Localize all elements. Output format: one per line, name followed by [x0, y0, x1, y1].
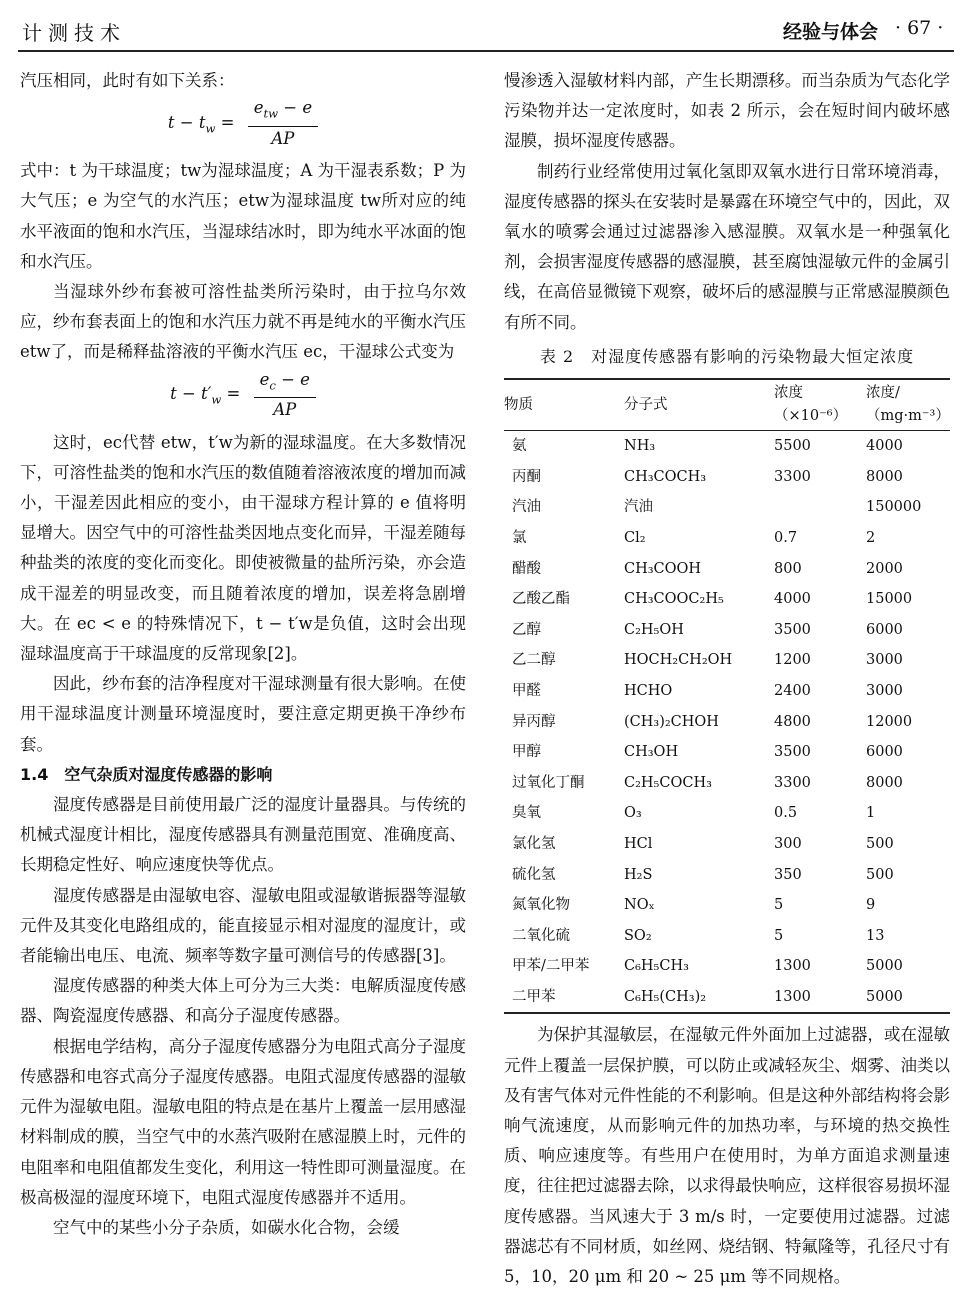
paragraph: 因此，纱布套的洁净程度对干湿球测量有很大影响。在使用干湿球温度计测量环境湿度时，要注意定期更换干净纱布套。 — [20, 674, 466, 754]
paragraph: 为保护其湿敏层，在湿敏元件外面加上过滤器，或在湿敏元件上覆盖一层保护膜，可以防止或减轻灰尘、烟雾、油类以及有害气体对元件性能的不利影响。但是这种外部结构将会影响气流速度，从而影响元件的加热功率，与环境的热交换性质、响应速度等。有些用户在使用时，为单方面追求测量速度，往往把过滤器去除，以求得最快响应，这样很容易损坏湿度传感器。当风速大于 3 m/s 时，一定要使用过滤器。过滤器滤芯有不同材质，如丝网、烧结钢、特氟隆等，孔径尺寸有 5，10，20 μm 和 20 ~ 25 μm 等不同规格。 — [504, 1025, 950, 1286]
cell-mgm3: 8000 — [866, 468, 903, 485]
cell-substance: 二氧化硫 — [512, 927, 570, 944]
cell-mgm3: 1 — [866, 805, 876, 822]
table-row — [504, 431, 950, 462]
cell-ppm: 0.7 — [774, 530, 798, 546]
table-row — [504, 798, 950, 829]
cell-mgm3: 3000 — [866, 682, 903, 699]
cell-mgm3: 5000 — [866, 988, 903, 1005]
cell-ppm — [774, 492, 866, 523]
cell-formula: 汽油 — [624, 499, 653, 516]
table-row — [504, 645, 950, 676]
cell-mgm3: 5000 — [866, 958, 903, 975]
cell-formula: HCHO — [624, 682, 673, 699]
cell-substance: 氯化氢 — [512, 835, 556, 852]
cell-ppm: 5 — [774, 897, 784, 914]
table-row — [504, 737, 950, 768]
cell-ppm: 1200 — [774, 652, 811, 669]
page-number: · 67 · — [895, 17, 944, 39]
cell-ppm: 4000 — [774, 591, 811, 608]
paragraph: 这时，ec代替 etw，t′w为新的湿球温度。在大多数情况下，可溶性盐类的饱和水汽压的数值随着溶液浓度的增加而减小，干湿差因此相应的变小，由干湿球方程计算的 e 值将明显增大。因空气中的可溶性盐类因地点变化而异，干湿差随每种盐类的浓度的变化而变化。即使被微量的盐所污染，亦会造成干湿差的明显改变，而且随着浓度的增加，误差将急剧增大。在 ec < e 的特殊情况下，t − t′w是负值，这时会出现湿球温度高于干球温度的反常现象[2]。 — [20, 432, 466, 664]
cell-substance: 甲醛 — [512, 682, 541, 699]
paragraph: 湿度传感器是由湿敏电容、湿敏电阻或湿敏谐振器等湿敏元件及其变化电路组成的，能直接显示相对湿度的湿度计，或者能输出电压、电流、频率等数字量可测信号的传感器[3]。 — [20, 885, 466, 966]
cell-formula: (CH₃)₂CHOH — [624, 713, 719, 730]
paragraph: 制药行业经常使用过氧化氢即双氧水进行日常环境消毒，湿度传感器的探头在安装时是暴露在环境空气中的，因此，双氧水的喷雾会通过过滤器渗入感湿膜。双氧水是一种强氧化剂，会损害湿度传感器的感湿膜，甚至腐蚀湿敏元件的金属引线，在高倍显微镜下观察，破坏后的感湿膜与正常感湿膜颜色有所不同。 — [504, 161, 950, 332]
cell-substance: 丙酮 — [512, 468, 541, 485]
table-row — [504, 523, 950, 554]
cell-ppm: 3500 — [774, 744, 811, 761]
formula-fraction: $\frac{e_c - e}{AP}$ — [254, 368, 316, 422]
paragraph: 汽压相同，此时有如下关系： — [20, 71, 235, 90]
page-header — [0, 0, 968, 52]
cell-formula: SO₂ — [624, 927, 652, 944]
cell-mgm3: 6000 — [866, 621, 903, 638]
table-header-row — [504, 379, 950, 431]
cell-ppm: 2400 — [774, 682, 811, 699]
table-caption: 表 2 对湿度传感器有影响的污染物最大恒定浓度 — [539, 346, 915, 366]
cell-mgm3: 2 — [866, 530, 876, 546]
cell-formula: CH₃COCH₃ — [624, 468, 707, 485]
table-row — [504, 553, 950, 584]
cell-substance: 异丙醇 — [512, 713, 556, 730]
journal-name: 计测技术 — [22, 21, 126, 45]
header-mgm3: 浓度/ （mg·m⁻³） — [866, 385, 950, 425]
pollutant-table — [504, 378, 950, 1014]
cell-formula: CH₃OH — [624, 744, 679, 761]
cell-substance: 甲苯/二甲苯 — [512, 958, 590, 975]
cell-formula: HOCH₂CH₂OH — [624, 652, 733, 669]
right-column — [504, 66, 950, 1292]
cell-formula: NOₓ — [624, 897, 655, 914]
cell-ppm: 3500 — [774, 621, 811, 638]
cell-mgm3: 8000 — [866, 774, 903, 791]
table-row — [504, 982, 950, 1014]
cell-formula: C₂H₅COCH₃ — [624, 774, 712, 791]
cell-substance: 乙醇 — [512, 621, 541, 638]
cell-substance: 氮氧化物 — [512, 897, 570, 914]
cell-ppm: 5 — [774, 927, 784, 944]
cell-ppm: 350 — [774, 866, 802, 883]
paragraph: 式中：t 为干球温度；tw为湿球温度；A 为干湿表系数；P 为大气压；e 为空气的水汽压；etw为湿球温度 tw所对应的纯水平液面的饱和水汽压，当湿球结冰时，即为纯水平冰面的饱和水汽压。 — [20, 161, 466, 271]
table-row — [504, 706, 950, 737]
header-rule — [18, 50, 954, 52]
cell-formula: C₂H₅OH — [624, 621, 684, 638]
formula-lhs: $t - t'_w$ = — [170, 384, 241, 407]
cell-substance: 甲醇 — [512, 744, 541, 761]
formula-1 — [20, 96, 466, 156]
paragraph: 湿度传感器是目前使用最广泛的湿度计量器具。与传统的机械式湿度计相比，湿度传感器具有测量范围宽、准确度高、长期稳定性好、响应速度快等优点。 — [20, 795, 466, 875]
cell-substance: 氨 — [512, 438, 527, 455]
cell-ppm: 3300 — [774, 774, 811, 791]
cell-ppm: 3300 — [774, 468, 811, 485]
table-row — [504, 768, 950, 799]
header-ppm: 浓度 （×10⁻⁶） — [774, 385, 848, 425]
cell-formula: C₆H₅CH₃ — [624, 958, 689, 975]
cell-ppm: 0.5 — [774, 805, 798, 822]
cell-ppm: 5500 — [774, 438, 811, 455]
formula-lhs: $t - t_w$ = — [167, 112, 235, 136]
cell-ppm: 1300 — [774, 958, 811, 975]
table-body — [504, 431, 950, 1014]
table-row — [504, 584, 950, 615]
table-row — [504, 676, 950, 707]
cell-mgm3: 3000 — [866, 652, 903, 669]
table-row — [504, 462, 950, 493]
paragraph: 空气中的某些小分子杂质，如碳水化合物，会缓 — [53, 1217, 400, 1237]
cell-mgm3: 6000 — [866, 744, 903, 761]
paragraph: 根据电学结构，高分子湿度传感器分为电阻式高分子湿度传感器和电容式高分子湿度传感器。电阻式湿度传感器的湿敏元件为湿敏电阻。湿敏电阻的特点是在基片上覆盖一层用感湿材料制成的膜，当空气中的水蒸汽吸附在感湿膜上时，元件的电阻率和电阻值都发生变化，利用这一特性即可测量湿度。在极高极湿的湿度环境下，电阻式湿度传感器并不适用。 — [20, 1036, 466, 1207]
table-row — [504, 951, 950, 982]
cell-mgm3: 12000 — [866, 713, 913, 730]
cell-ppm: 4800 — [774, 713, 811, 730]
cell-mgm3: 500 — [866, 835, 894, 852]
cell-substance: 臭氧 — [512, 805, 541, 822]
cell-mgm3: 4000 — [866, 438, 903, 455]
cell-formula: CH₃COOC₂H₅ — [624, 591, 724, 608]
section-name: 经验与体会 — [783, 21, 879, 43]
table-row — [504, 890, 950, 921]
cell-substance: 乙二醇 — [512, 652, 556, 669]
paragraph: 慢渗透入湿敏材料内部，产生长期漂移。而当杂质为气态化学污染物并达一定浓度时，如表 2 所示，会在短时间内破坏感湿膜，损坏湿度传感器。 — [504, 71, 950, 151]
cell-mgm3: 2000 — [866, 560, 903, 577]
cell-ppm: 300 — [774, 835, 802, 852]
cell-substance: 过氧化丁酮 — [512, 774, 585, 791]
cell-formula: C₆H₅(CH₃)₂ — [624, 988, 707, 1005]
cell-mgm3: 13 — [866, 927, 885, 944]
cell-formula: H₂S — [624, 866, 653, 883]
table-row — [504, 921, 950, 952]
paragraph: 湿度传感器的种类大体上可分为三大类：电解质湿度传感器、陶瓷湿度传感器、和高分子湿度传感器。 — [20, 976, 466, 1026]
left-column — [20, 66, 466, 1243]
cell-ppm: 1300 — [774, 988, 811, 1005]
cell-mgm3: 150000 — [866, 499, 922, 516]
cell-substance: 二甲苯 — [512, 988, 556, 1005]
cell-substance: 醋酸 — [512, 560, 541, 577]
cell-mgm3: 15000 — [866, 591, 913, 608]
cell-mgm3: 9 — [866, 897, 876, 914]
cell-formula: HCl — [624, 835, 653, 852]
cell-substance: 氯 — [512, 530, 527, 546]
cell-formula: NH₃ — [624, 438, 656, 455]
table-row — [504, 492, 950, 523]
header-formula: 分子式 — [624, 396, 668, 413]
cell-substance: 汽油 — [512, 499, 541, 516]
cell-formula: O₃ — [624, 805, 642, 822]
cell-formula: CH₃COOH — [624, 560, 702, 577]
header-substance: 物质 — [504, 396, 533, 413]
table-row — [504, 829, 950, 860]
formula-2 — [20, 368, 466, 428]
formula-fraction: $\frac{e_{tw} - e}{AP}$ — [248, 96, 318, 150]
cell-substance: 硫化氢 — [512, 866, 556, 883]
paragraph: 当湿球外纱布套被可溶性盐类所污染时，由于拉乌尔效应，纱布套表面上的饱和水汽压力就不再是纯水的平衡水汽压 etw了，而是稀释盐溶液的平衡水汽压 ec，干湿球公式变为 — [20, 282, 466, 362]
section-heading: 1.4 空气杂质对湿度传感器的影响 — [20, 764, 273, 784]
cell-mgm3: 500 — [866, 866, 894, 883]
table-row — [504, 859, 950, 890]
cell-substance: 乙酸乙酯 — [512, 591, 570, 608]
table-row — [504, 615, 950, 646]
cell-formula: Cl₂ — [624, 530, 646, 546]
cell-ppm: 800 — [774, 560, 802, 577]
